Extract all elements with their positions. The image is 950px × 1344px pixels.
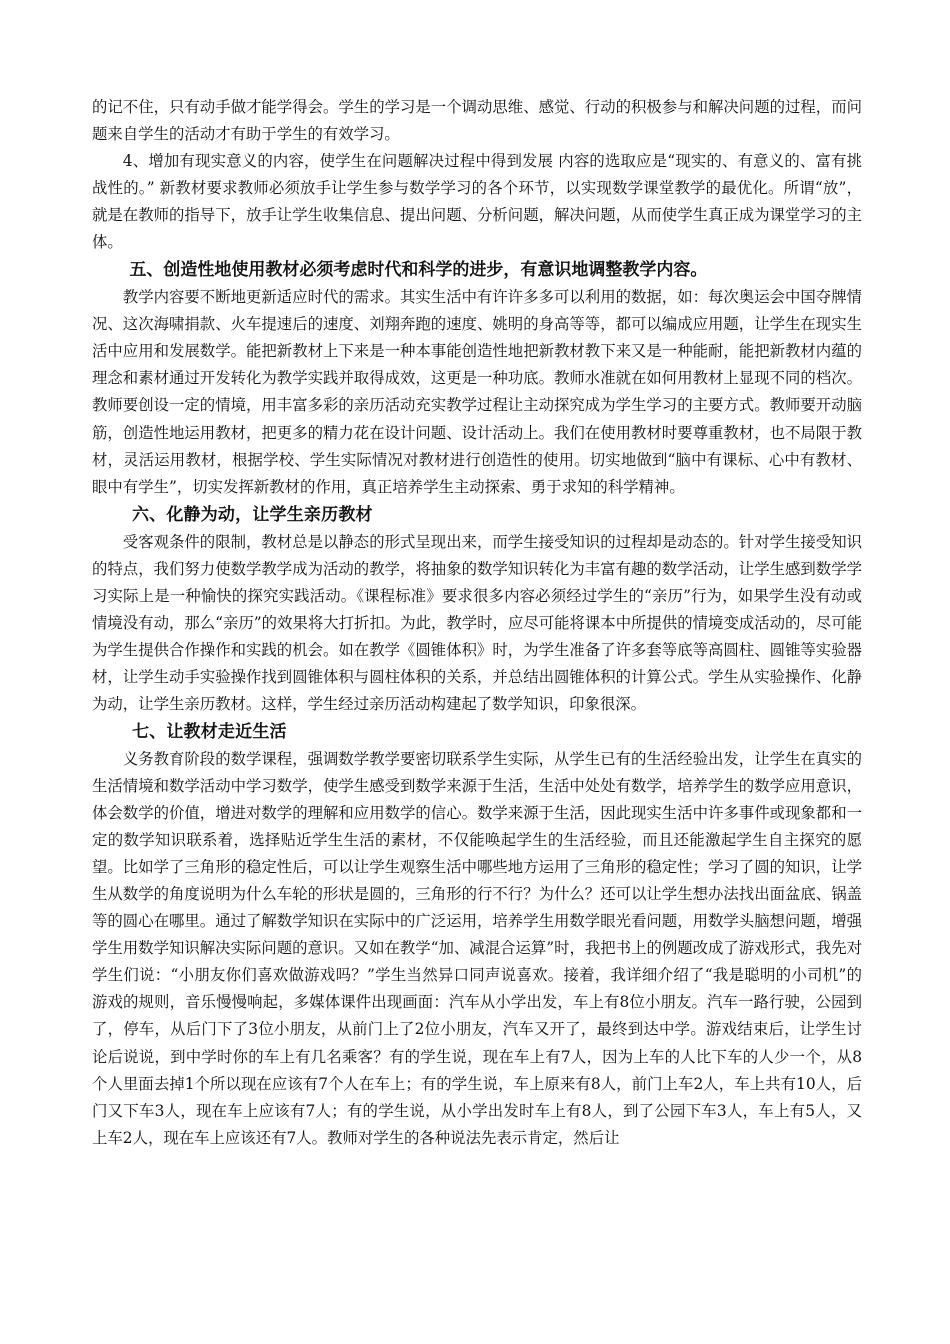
paragraph-section-6: 受客观条件的限制，教材总是以静态的形式呈现出来，而学生接受知识的过程却是动态的。针对学生接受知识的特点，我们努力使数学教学成为活动的教学，将抽象的数学知识转化为丰富有趣的数学活动，让学生感到数学学习实际上是一种愉快的探究实践活动。《课程标准》要求很多内容必须经过学生的“亲历”行为，如果学生没有动或情境没有动，那么“亲历”的效果将大打折扣。为此，教学时，应尽可能将课本中所提供的情境变成活动的，尽可能为学生提供合作操作和实践的机会。如在教学《圆锥体积》时，为学生准备了许多套等底等高圆柱、圆锥等实验器材，让学生动手实验操作找到圆锥体积与圆柱体积的关系，并总结出圆锥体积的计算公式。学生从实验操作、化静为动，让学生亲历教材。这样，学生经过亲历活动构建起了数学知识，印象很深。: [92, 532, 862, 713]
paragraph-point-4: 4、增加有现实意义的内容，使学生在问题解决过程中得到发展 内容的选取应是“现实的、有意义的、富有挑战性的。” 新教材要求教师必须放手让学生参与数学学习的各个环节，以实现数学课堂教学的最优化。所谓“放”，就是在教师的指导下，放手让学生收集信息、提出问题、分析问题，解决问题，从而使学生真正成为课堂学习的主体。: [92, 152, 862, 252]
paragraph-section-7: 义务教育阶段的数学课程，强调数学教学要密切联系学生实际，从学生已有的生活经验出发，让学生在真实的生活情境和数学活动中学习数学，使学生感受到数学来源于生活，生活中处处有数学，培养学生的数学应用意识，体会数学的价值，增进对数学的理解和应用数学的信心。数学来源于生活，因此现实生活中许多事件或现象都和一定的数学知识联系着，选择贴近学生生活的素材，不仅能唤起学生的生活经验，而且还能激起学生自主探究的愿望。比如学了三角形的稳定性后，可以让学生观察生活中哪些地方运用了三角形的稳定性；学习了圆的知识，让学生从数学的角度说明为什么车轮的形状是圆的，三角形的行不行？为什么？还可以让学生想办法找出面盆底、锅盖等的圆心在哪里。通过了解数学知识在实际中的广泛运用，培养学生用数学眼光看问题，用数学头脑想问题，增强学生用数学知识解决实际问题的意识。又如在教学“加、减混合运算”时，我把书上的例题改成了游戏形式，我先对学生们说：“小朋友你们喜欢做游戏吗？”学生当然异口同声说喜欢。接着，我详细介绍了“我是聪明的小司机”的游戏的规则，音乐慢慢响起，多媒体课件出现画面：汽车从小学出发，车上有8位小朋友。汽车一路行驶，公园到了，停车，从后门下了3位小朋友，从前门上了2位小朋友，汽车又开了，最终到达中学。游戏结束后，让学生讨论后说说，到中学时你的车上有几名乘客？有的学生说，现在车上有7人，因为上车的人比下车的人少一个，从8个人里面去掉1个所以现在应该有7个人在车上；有的学生说，车上原来有8人，前门上车2人，车上共有10人，后门又下车3人，现在车上应该有7人；有的学生说，从小学出发时车上有8人，到了公园下车3人，车上有5人，又上车2人，现在车上应该还有7人。教师对学生的各种说法先表示肯定，然后让: [92, 749, 862, 1147]
section-heading-6: 六、化静为动，让学生亲历教材: [131, 504, 373, 525]
paragraph-continuation: 的记不住，只有动手做才能学得会。学生的学习是一个调动思维、感觉、行动的积极参与和解决问题的过程，而问题来自学生的活动才有助于学生的有效学习。: [92, 98, 862, 144]
paragraph-section-5: 教学内容要不断地更新适应时代的需求。其实生活中有许许多多可以利用的数据，如：每次奥运会中国夺牌情况、这次海啸捐款、火车提速后的速度、刘翔奔跑的速度、姚明的身高等等，都可以编成应用题，让学生在现实生活中应用和发展数学。能把新教材上下来是一种本事能创造性地把新教材教下来又是一种能耐，能把新教材内蕴的理念和素材通过开发转化为教学实践并取得成效，这更是一种功底。教师水准就在如何用教材上显现不同的档次。教师要创设一定的情境，用丰富多彩的亲历活动充实教学过程让主动探究成为学生学习的主要方式。教师要开动脑筋，创造性地运用教材，把更多的精力花在设计问题、设计活动上。我们在使用教材时要尊重教材，也不局限于教材，灵活运用教材，根据学校、学生实际情况对教材进行创造性的使用。切实地做到“脑中有课标、心中有教材、眼中有学生”，切实发挥新教材的作用，真正培养学生主动探索、勇于求知的科学精神。: [92, 288, 862, 496]
section-heading-7: 七、让教材走近生活: [131, 721, 287, 742]
section-heading-5: 五、创造性地使用教材必须考虑时代和科学的进步，有意识地调整教学内容。: [129, 260, 708, 281]
